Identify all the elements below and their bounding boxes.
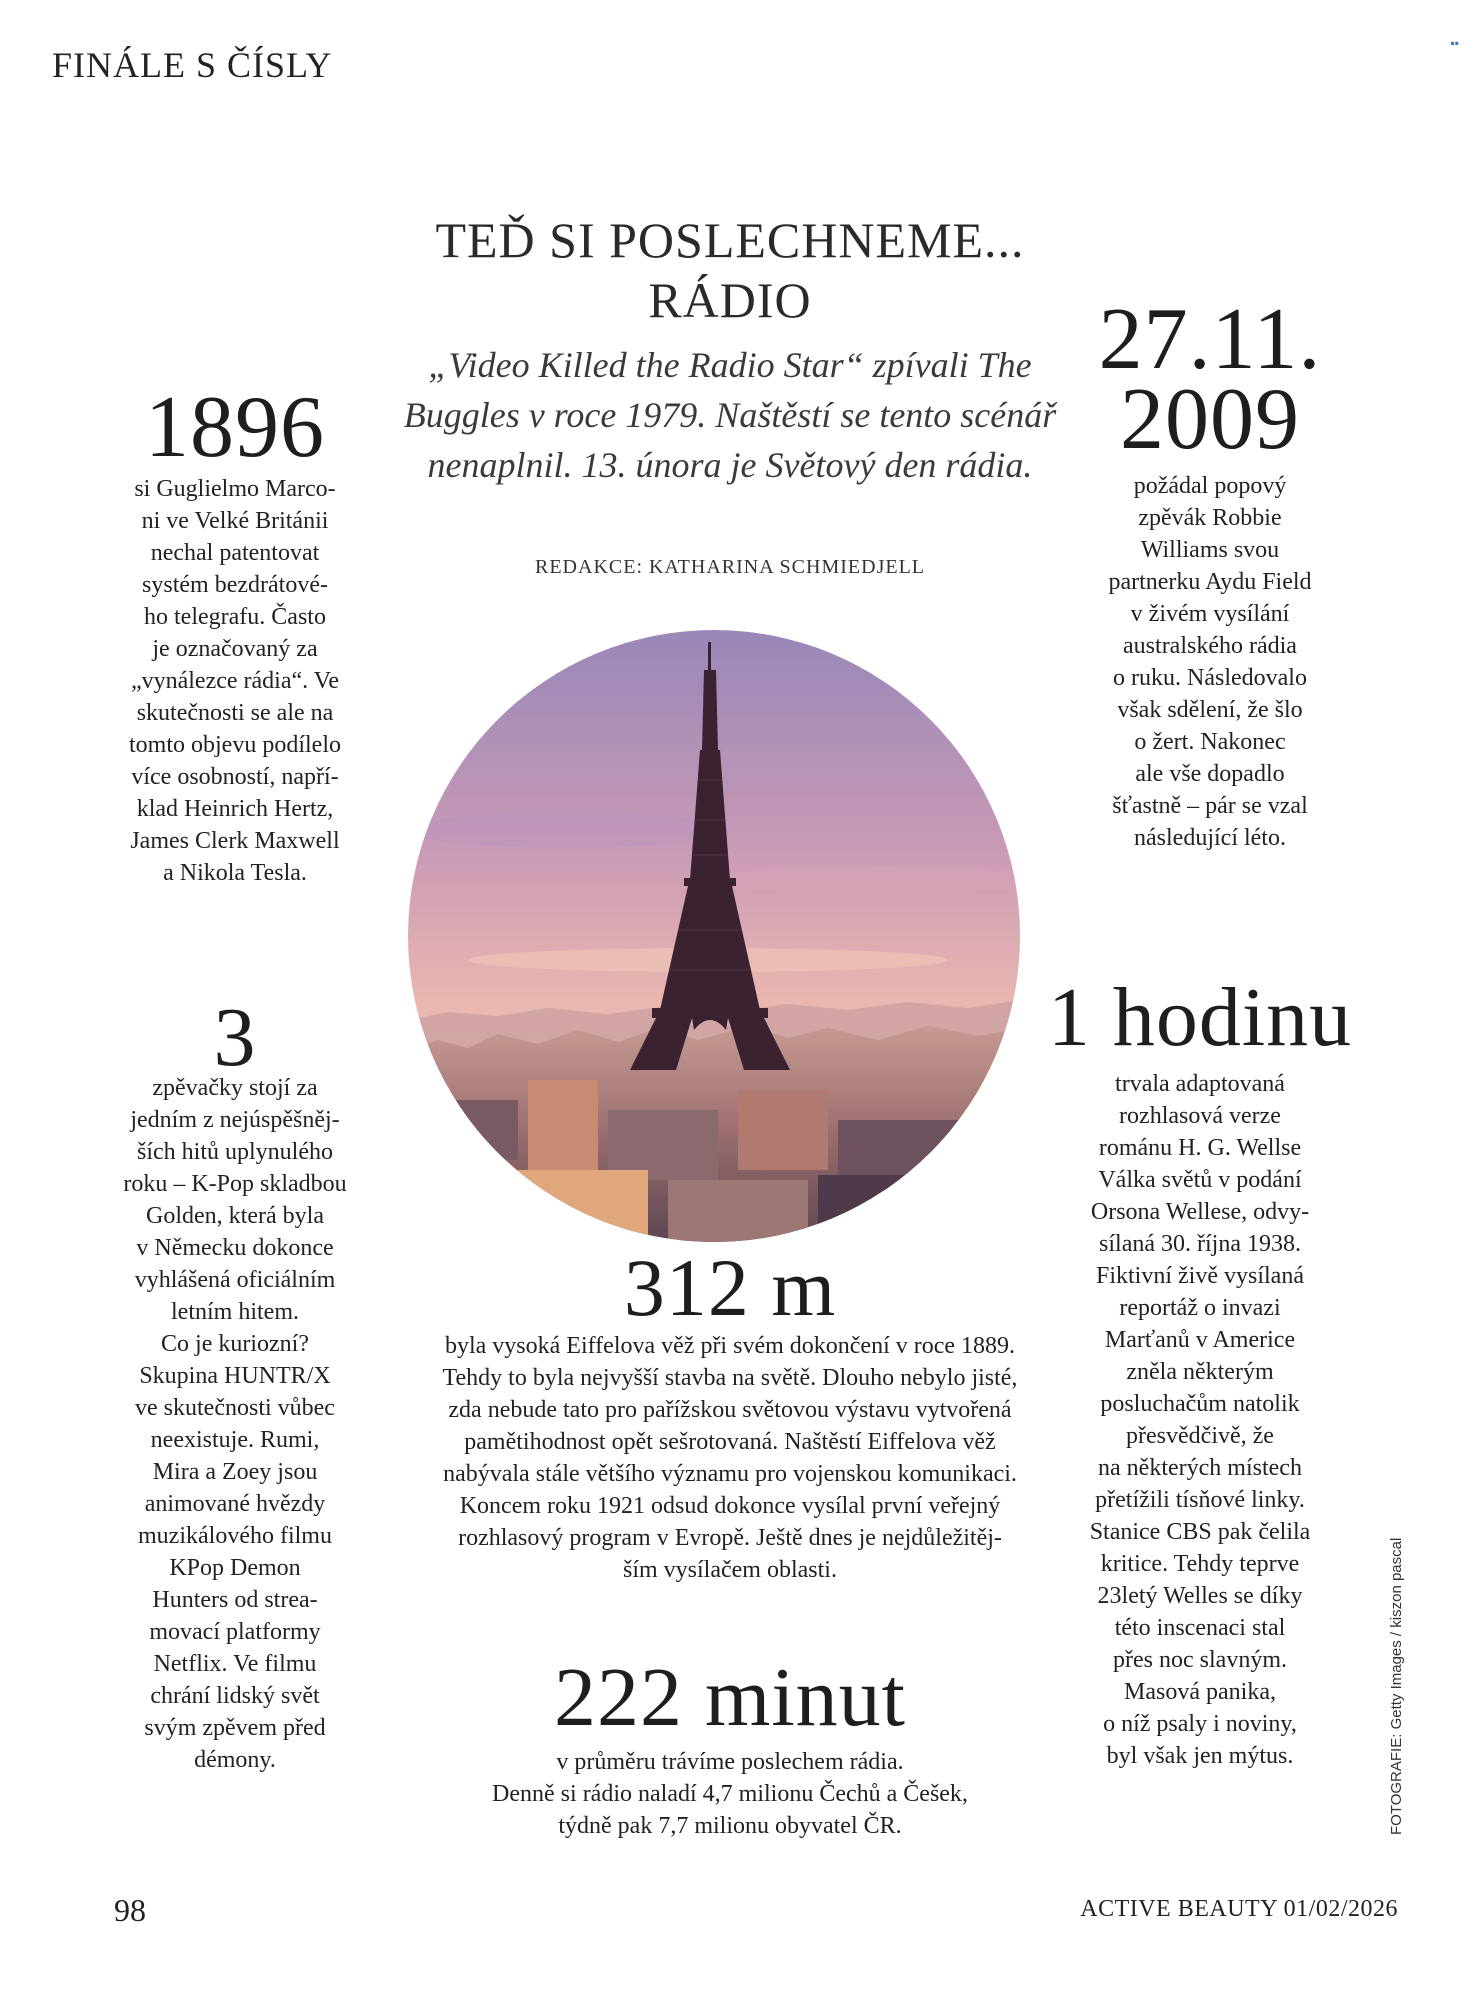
fact-312-number: 312 m xyxy=(623,1242,837,1333)
page-number: 98 xyxy=(114,1892,146,1928)
fact-1896-text: si Guglielmo Marco- ni ve Velké Británii nechal patentovat systém bezdrátové- ho telegrafu. Často je označovaný za „vynálezce rádia“. Ve skutečnosti se ale na tomto objevu podílelo více osobností, napří- klad Heinrich Hertz, James Clerk Maxwell a Nikola Tesla. xyxy=(129,476,341,886)
fact-2009-text: požádal popový zpěvák Robbie Williams svou partnerku Aydu Field v živém vysílání australského rádia o ruku. Následovalo však sdělení, že šlo o žert. Nakonec ale vše dopadlo šťastně – pár se vzal následující léto. xyxy=(1108,473,1312,851)
section-title: FINÁLE S ČÍSLY xyxy=(52,45,333,85)
magazine-issue: ACTIVE BEAUTY 01/02/2026 xyxy=(1080,1896,1398,1922)
photo-credit: FOTOGRAFIE: Getty Images / kiszon pascal xyxy=(1388,1537,1405,1835)
fact-hodinu-text: trvala adaptovaná rozhlasová verze románu H. G. Wellse Válka světů v podání Orsona Wellese, odvy- sílaná 30. října 1938. Fiktivní živě vysílaná reportáž o invazi Marťanů v Americe zněla některým posluchačům natolik přesvědčivě, že na některých místech přetížili tísňové linky. Stanice CBS pak čelila kritice. Tehdy teprve 23letý Welles se díky této inscenaci stal přes noc slavným. Masová panika, o níž psaly i noviny, byl však jen mýtus. xyxy=(1089,1071,1311,1769)
fact-222-number: 222 minut xyxy=(553,1651,906,1744)
fact-1896-number: 1896 xyxy=(145,379,325,476)
fact-3-number: 3 xyxy=(213,991,257,1084)
byline: REDAKCE: KATHARINA SCHMIEDJELL xyxy=(535,556,925,578)
fact-2009-number: 27.11. 2009 xyxy=(1098,291,1322,468)
lead-paragraph: „Video Killed the Radio Star“ zpívali The Buggles v roce 1979. Naštěstí se tento scénář nenaplnil. 13. února je Světový den rádia. xyxy=(403,345,1057,485)
headline: TEĎ SI POSLECHNEME... RÁDIO xyxy=(435,212,1025,328)
corner-mark-icon: ▪▪ xyxy=(1450,36,1459,50)
fact-3-text: zpěvačky stojí za jedním z nejúspěšněj- ších hitů uplynulého roku – K-Pop skladbou Golden, která byla v Německu dokonce vyhlášená oficiálním letním hitem. Co je kuriozní? Skupina HUNTR/X ve skutečnosti vůbec neexistuje. Rumi, Mira a Zoey jsou animované hvězdy muzikálového filmu KPop Demon Hunters od strea- movací platformy Netflix. Ve filmu chrání lidský svět svým zpěvem před démony. xyxy=(123,1075,347,1773)
fact-222-text: v průměru trávíme poslechem rádia. Denně si rádio naladí 4,7 milionu Čechů a Češek, týdně pak 7,7 milionu obyvatel ČR. xyxy=(492,1749,968,1839)
eiffel-tower-photo xyxy=(408,630,1020,1242)
fact-hodinu-number: 1 hodinu xyxy=(1047,971,1353,1064)
fact-312-text: byla vysoká Eiffelova věž při svém dokončení v roce 1889. Tehdy to byla nejvyšší stavba na světě. Dlouho nebylo jisté, zda nebude tato pro pařížskou světovou výstavu vytvořená pamětihodnost opět sešrotovaná. Naštěstí Eiffelova věž nabývala stále většího významu pro vojenskou komunikaci. Koncem roku 1921 odsud dokonce vysílal první veřejný rozhlasový program v Evropě. Ještě dnes je nejdůležitěj- ším vysílačem oblasti. xyxy=(442,1333,1018,1583)
